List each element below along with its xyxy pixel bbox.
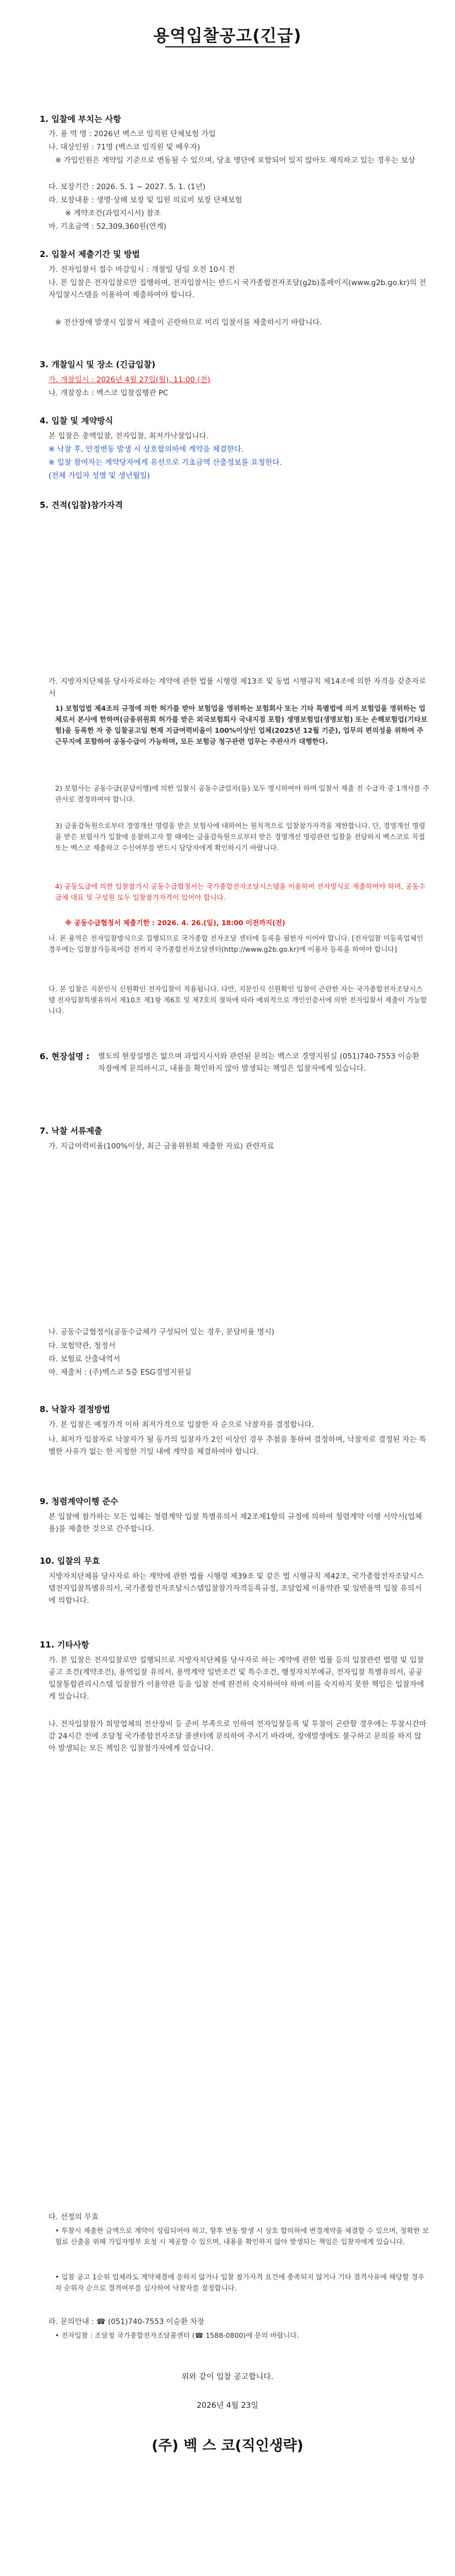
winner-rule-2: 나. 최저가 입찰자로 낙찰자가 될 동가의 입찰자가 2인 이상인 경우 추첨을 통하여 결정하며, 낙찰자로 결정된 자는 특별한 사유가 없는 한 지정한 기일 내에 계약을 체결하여야 합니다. xyxy=(48,1435,426,1456)
misc-3b: • 입찰 공고 1순위 업체라도 계약체결에 응하지 않거나 입찰 참가자격 요건에 충족되지 않거나 기타 결격사유에 해당할 경우 차 순위자 순으로 결격여부를 심사하여 낙찰자를 결정합니다. xyxy=(55,2273,425,2292)
coverage-content: 라. 보장내용 : 생명·상해 보장 및 입원 의료비 보장 단체보험 xyxy=(48,196,242,205)
section-4-heading: 4. 입찰 및 계약방식 xyxy=(40,416,113,426)
page-title: 용역입찰공고(긴급) xyxy=(153,26,302,46)
qualification-3: 3) 금융감독원으로부터 경영개선 명령을 받은 보험사에 대하여는 원칙적으로 입찰참가자격을 제한합니다. 단, 경영개선 명령을 받은 보험사가 입찰에 응찰하고자 할 때에는 금융감독원으로부터 받은 경영개선 명령관련 입찰을 전담하지 벡스코로 직접 또는 벡스코 제출하고 수신여부를 반드시 담당자에게 확인하시기 바랍니다. xyxy=(55,822,426,852)
submit-doc-2: 나. 공동수급협정서(공동수급체가 구성되어 있는 경우, 분담비율 명시) xyxy=(48,1328,275,1337)
organization-name: (주) 벡 스 코(직인생략) xyxy=(151,2438,304,2454)
invalid-body: 지방자치단체를 당사자로 하는 계약에 관한 법률 시행령 제39조 및 같은 법 시행규칙 제42조, 국가종합전자조달시스템전자입찰특별유의서, 국가종합전자조달시스템입찰참가자격등록규정, 조달업체 이용약관 및 일반용역 입찰 유의서에 의합니다. xyxy=(48,1572,424,1605)
qualification-2: 2) 보험사는 공동수급(분담이행)에 의한 입찰시 공동수급업자(들) 모두 명시하여야 하며 입찰서 제출 전 수급자 중 1개사를 주관사로 결정하여야 합니다. xyxy=(55,784,430,803)
qualification-4: 4) 공동도급에 의한 입찰참가시 공동수급협정서는 국가종합전자조달시스템을 이용하여 전자방식로 제출하여야 하며, 공동수급체 대표 및 구성원 모두 입찰참가자격이 있어야 합니다. xyxy=(55,882,426,901)
bid-deadline: 가. 전자입찰서 접수 마감일시 : 개찰일 당일 오전 10시 전 xyxy=(48,265,235,274)
section-2-heading: 2. 입찰서 제출기간 및 방법 xyxy=(40,249,140,259)
contract-note-1: ※ 낙찰 후, 안정변동 발생 시 상호합의하에 계약을 체결한다. xyxy=(48,445,244,454)
opening-place: 나. 개찰장소 : 벡스코 입찰집행관 PC xyxy=(48,389,169,398)
submit-doc-3: 다. 보험약관, 청정서 xyxy=(48,1341,116,1350)
title-underline xyxy=(165,46,290,47)
coverage-note: ※ 계약조건(과업지시서) 참조 xyxy=(65,209,161,218)
consortium-deadline: ※ 공동수급협정서 제출기한 : 2026. 4. 26.(일), 18:00 이전까지(전) xyxy=(65,919,285,927)
target-note: ※ 가입인원은 계약일 기준으로 변동될 수 있으며, 당초 명단에 포함되어 있지 않아도 재직하고 있는 경우는 보상 xyxy=(55,156,415,165)
misc-3a: • 투찰시 제출한 금액으로 계약이 성립되어야 하고, 향후 변동 발생 시 상호 합의하에 변경계약을 체결할 수 있으며, 정확한 보험료 산출을 위해 가입자명부 요청 시 제공할 수 있으며, 내용을 확인하지 않아 발생되는 책임은 입찰자에게 있습니다. xyxy=(55,2226,429,2246)
contract-method: 본 입찰은 총액입찰, 전자입찰, 최저가낙찰입니다. xyxy=(48,432,209,441)
section-3-heading: 3. 개찰일시 및 장소 (긴급입찰) xyxy=(40,359,156,369)
service-name: 가. 용 역 명 : 2026년 벡스코 임직원 단체보험 가입 xyxy=(48,130,216,138)
qualification-main: 가. 지방자치단체를 당사자로하는 계약에 관한 법률 시행령 제13조 및 동법 시행규칙 제14조에 의한 자격을 갖춘자로서 xyxy=(48,677,426,698)
contract-note-3: (전체 가입자 성별 및 생년월일) xyxy=(48,471,150,480)
section-11-heading: 11. 기타사항 xyxy=(40,1640,89,1650)
submit-doc-4: 라. 보험료 산출내역서 xyxy=(48,1355,121,1364)
bid-method: 나. 본 입찰은 전자입찰로만 집행하며, 전자입찰서는 반드시 국가종합전자조달(g2b)홈페이지(www.g2b.go.kr)의 전자입찰시스템을 이용하여 제출하여야 합니다. xyxy=(48,278,426,299)
winner-rule-1: 가. 본 입찰은 예정가격 이하 최저가격으로 입찰한 자 순으로 낙찰자를 결정합니다. xyxy=(48,1420,314,1429)
section-7-heading: 7. 낙찰 서류제출 xyxy=(40,1126,102,1136)
contact xyxy=(48,2316,429,2328)
integrity-body: 본 입찰에 참가하는 모든 업체는 청렴계약 입찰 특별유의서 제2조제1항의 규정에 의하여 청렴계약 이행 서약서(업체용)를 제출한 것으로 간주합니다. xyxy=(48,1512,422,1533)
submit-place: 마. 제출처 : (주)벡스코 5층 ESG경영지원실 xyxy=(48,1368,192,1377)
section-6-heading: 6. 현장설명 : xyxy=(40,1051,90,1061)
submit-doc-1: 가. 지급여력비율(100%이상, 최근 금융위원회 제출한 자료) 관련자료 xyxy=(48,1142,274,1151)
qualification-1: 1) 보험업법 제4조의 규정에 의한 허가를 받아 보험업을 영위하는 보험회사 또는 기타 특별법에 의거 보험업을 영위하는 업체로서 본사에 한하며(금융위원회 허가를 받은 외국보험회사 국내지점 포함) 생명보험업(생명보험) 또는 손해보험업(기타보험)을 등록한 자 중 입찰공고일 현재 지급여력비율이 100%이상인 업체(2025년 12월 기준), 업무의 편의성을 위하여 주 근무지에 포함하여 공동수급이 가능하며, 모든 보험금 청구관련 업무는 주관사가 대행한다. xyxy=(55,704,427,745)
announcement-date: 2026년 4월 23일 xyxy=(197,2401,258,2410)
misc-2: 나. 전자입찰참가 희망업체의 전산장비 등 준비 부족으로 인하여 전자입찰등록 및 투찰이 곤란할 경우에는 투찰시간마감 24시간 전에 조달청 국가종합전자조달 콜센터에 문의하여 주시기 바라며, 장애발생에도 불구하고 문의를 하지 않아 발생되는 모든 책임은 입찰참가자에게 있습니다. xyxy=(48,1720,427,1753)
misc-3: 다. 선정의 무효 xyxy=(48,2213,99,2221)
base-amount: 마. 기초금액 : 52,309,360원(연계) xyxy=(48,222,166,231)
contact-text: 라. 문의안내 : ☎ (051)740-7553 이승환 차장 xyxy=(48,2317,205,2326)
closing-notice: 위와 같이 입찰 공고합니다. xyxy=(181,2373,274,2381)
misc-1: 가. 본 입찰은 전자입찰로만 집행되므로 지방자치단체를 당사자로 하는 계약에 관한 법률 등의 입찰관련 법령 및 입찰공고 조건(계약조건), 용역입찰 유의서, 용역계약 일반조건 및 특수조건, 행정자치부예규, 전자입찰 특별유의서, 공공입찰통합관리시스템 입찰참가 이용약관 등을 입찰 전에 완전히 숙지하여야 하며 이를 숙지하지 못한 책임은 입찰자에게 있습니다. xyxy=(48,1656,424,1701)
qualification-registration: 나. 본 용역은 전자입찰방식으로 집행되므로 국가종합 전자조달 센터에 등록을 필한자 이어야 합니다. [전자입찰 미등록업체인 경우에는 입찰참가등록마감 전까지 국가종합전자조달센터(http://www.g2b.go.kr)에 이용자 등록을 하여야 합니다] xyxy=(48,934,424,953)
section-10-heading: 10. 입찰의 무효 xyxy=(40,1556,100,1566)
qualification-fingerprint: 다. 본 입찰은 지문인식 신원확인 전자입찰이 적용됩니다. 다만, 지문인식 신원확인 입찰이 곤란한 자는 국가종합전자조달시스템 전자입찰특별유의서 제10조 제1항 제6호 및 제7호의 절차에 따라 예외적으로 개인인증서에 의한 전자입찰서 제출이 가능합니다. xyxy=(48,985,427,1015)
section-5-heading: 5. 견적(입찰)참가자격 xyxy=(40,500,123,510)
contract-note-2: ※ 입찰 참여자는 계약당자에게 유선으로 기초금액 산출정보를 요청한다. xyxy=(48,458,282,467)
section-8-heading: 8. 낙찰자 결정방법 xyxy=(40,1404,111,1414)
section-1-heading: 1. 입찰에 부치는 사항 xyxy=(40,114,121,124)
contact-g2b: • 전자입찰 : 조달청 국가종합전자조달콜센터 (☎ 1588-0800)에 문의 바랍니다. xyxy=(55,2331,299,2339)
coverage-period: 다. 보장기간 : 2026. 5. 1 ~ 2027. 5. 1. (1년) xyxy=(48,183,205,191)
section-9-heading: 9. 청렴계약이행 준수 xyxy=(40,1496,118,1506)
opening-datetime: 가. 개찰일시 : 2026년 4월 27일(월), 11:00 (전) xyxy=(48,375,210,384)
bid-method-note: ※ 전산장애 발생시 입찰서 제출이 곤란하므로 미리 입찰서를 제출하시기 바랍니다. xyxy=(55,318,322,327)
site-briefing: 별도의 현장설명은 없으며 과업지시서와 관련된 문의는 벡스코 경영지원실 (051)740-7553 이승환 차장에게 문의하시고, 내용을 확인하지 않아 발생되는 책임은 입찰자에게 있습니다. xyxy=(98,1052,420,1073)
target-count: 나. 대상인원 : 71명 (벡스코 임직원 및 배우자) xyxy=(48,143,201,152)
